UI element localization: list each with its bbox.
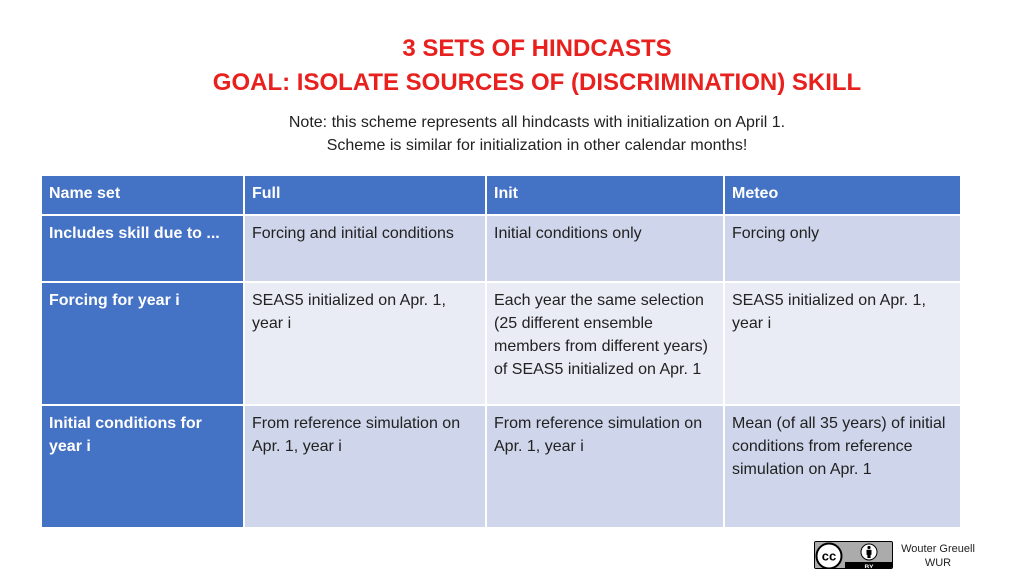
table-cell: From reference simulation on Apr. 1, year i	[486, 405, 724, 528]
by-text: BY	[864, 564, 874, 569]
table-cell: Mean (of all 35 years) of initial conditions from reference simulation on Apr. 1	[724, 405, 961, 528]
institution-name: WUR	[924, 557, 952, 569]
row-label-forcing: Forcing for year i	[41, 282, 244, 405]
row-label-includes-skill: Includes skill due to ...	[41, 215, 244, 282]
table-cell: Forcing and initial conditions	[244, 215, 486, 282]
table-cell: SEAS5 initialized on Apr. 1, year i	[724, 282, 961, 405]
header-init: Init	[486, 175, 724, 215]
table-row	[41, 282, 961, 405]
cc-icon	[817, 544, 842, 569]
table-row	[41, 215, 961, 282]
row-label-initial-conditions: Initial conditions for year i	[41, 405, 244, 528]
table-cell: Each year the same selection (25 different ensemble members from different years) of SEAS5 initialized on Apr. 1	[486, 282, 724, 405]
table-cell: Initial conditions only	[486, 215, 724, 282]
header-name-set: Name set	[41, 175, 244, 215]
table-cell: From reference simulation on Apr. 1, year i	[244, 405, 486, 528]
header-meteo: Meteo	[724, 175, 961, 215]
table-header-row	[41, 175, 961, 215]
hindcast-scheme-table	[40, 174, 962, 529]
table-row	[41, 405, 961, 528]
note-line-2: Scheme is similar for initialization in other calendar months!	[326, 137, 748, 154]
table-cell: SEAS5 initialized on Apr. 1, year i	[244, 282, 486, 405]
slide-title-line-1: 3 SETS OF HINDCASTS	[402, 35, 672, 62]
cc-text: cc	[821, 548, 837, 564]
table-cell: Forcing only	[724, 215, 961, 282]
header-full: Full	[244, 175, 486, 215]
attribution-icon	[861, 544, 877, 560]
cc-by-license-badge	[814, 541, 893, 569]
author-name: Wouter Greuell	[901, 543, 975, 555]
slide-title-line-2: GOAL: ISOLATE SOURCES OF (DISCRIMINATION) SKILL	[212, 69, 862, 96]
note-line-1: Note: this scheme represents all hindcasts with initialization on April 1.	[288, 114, 786, 131]
